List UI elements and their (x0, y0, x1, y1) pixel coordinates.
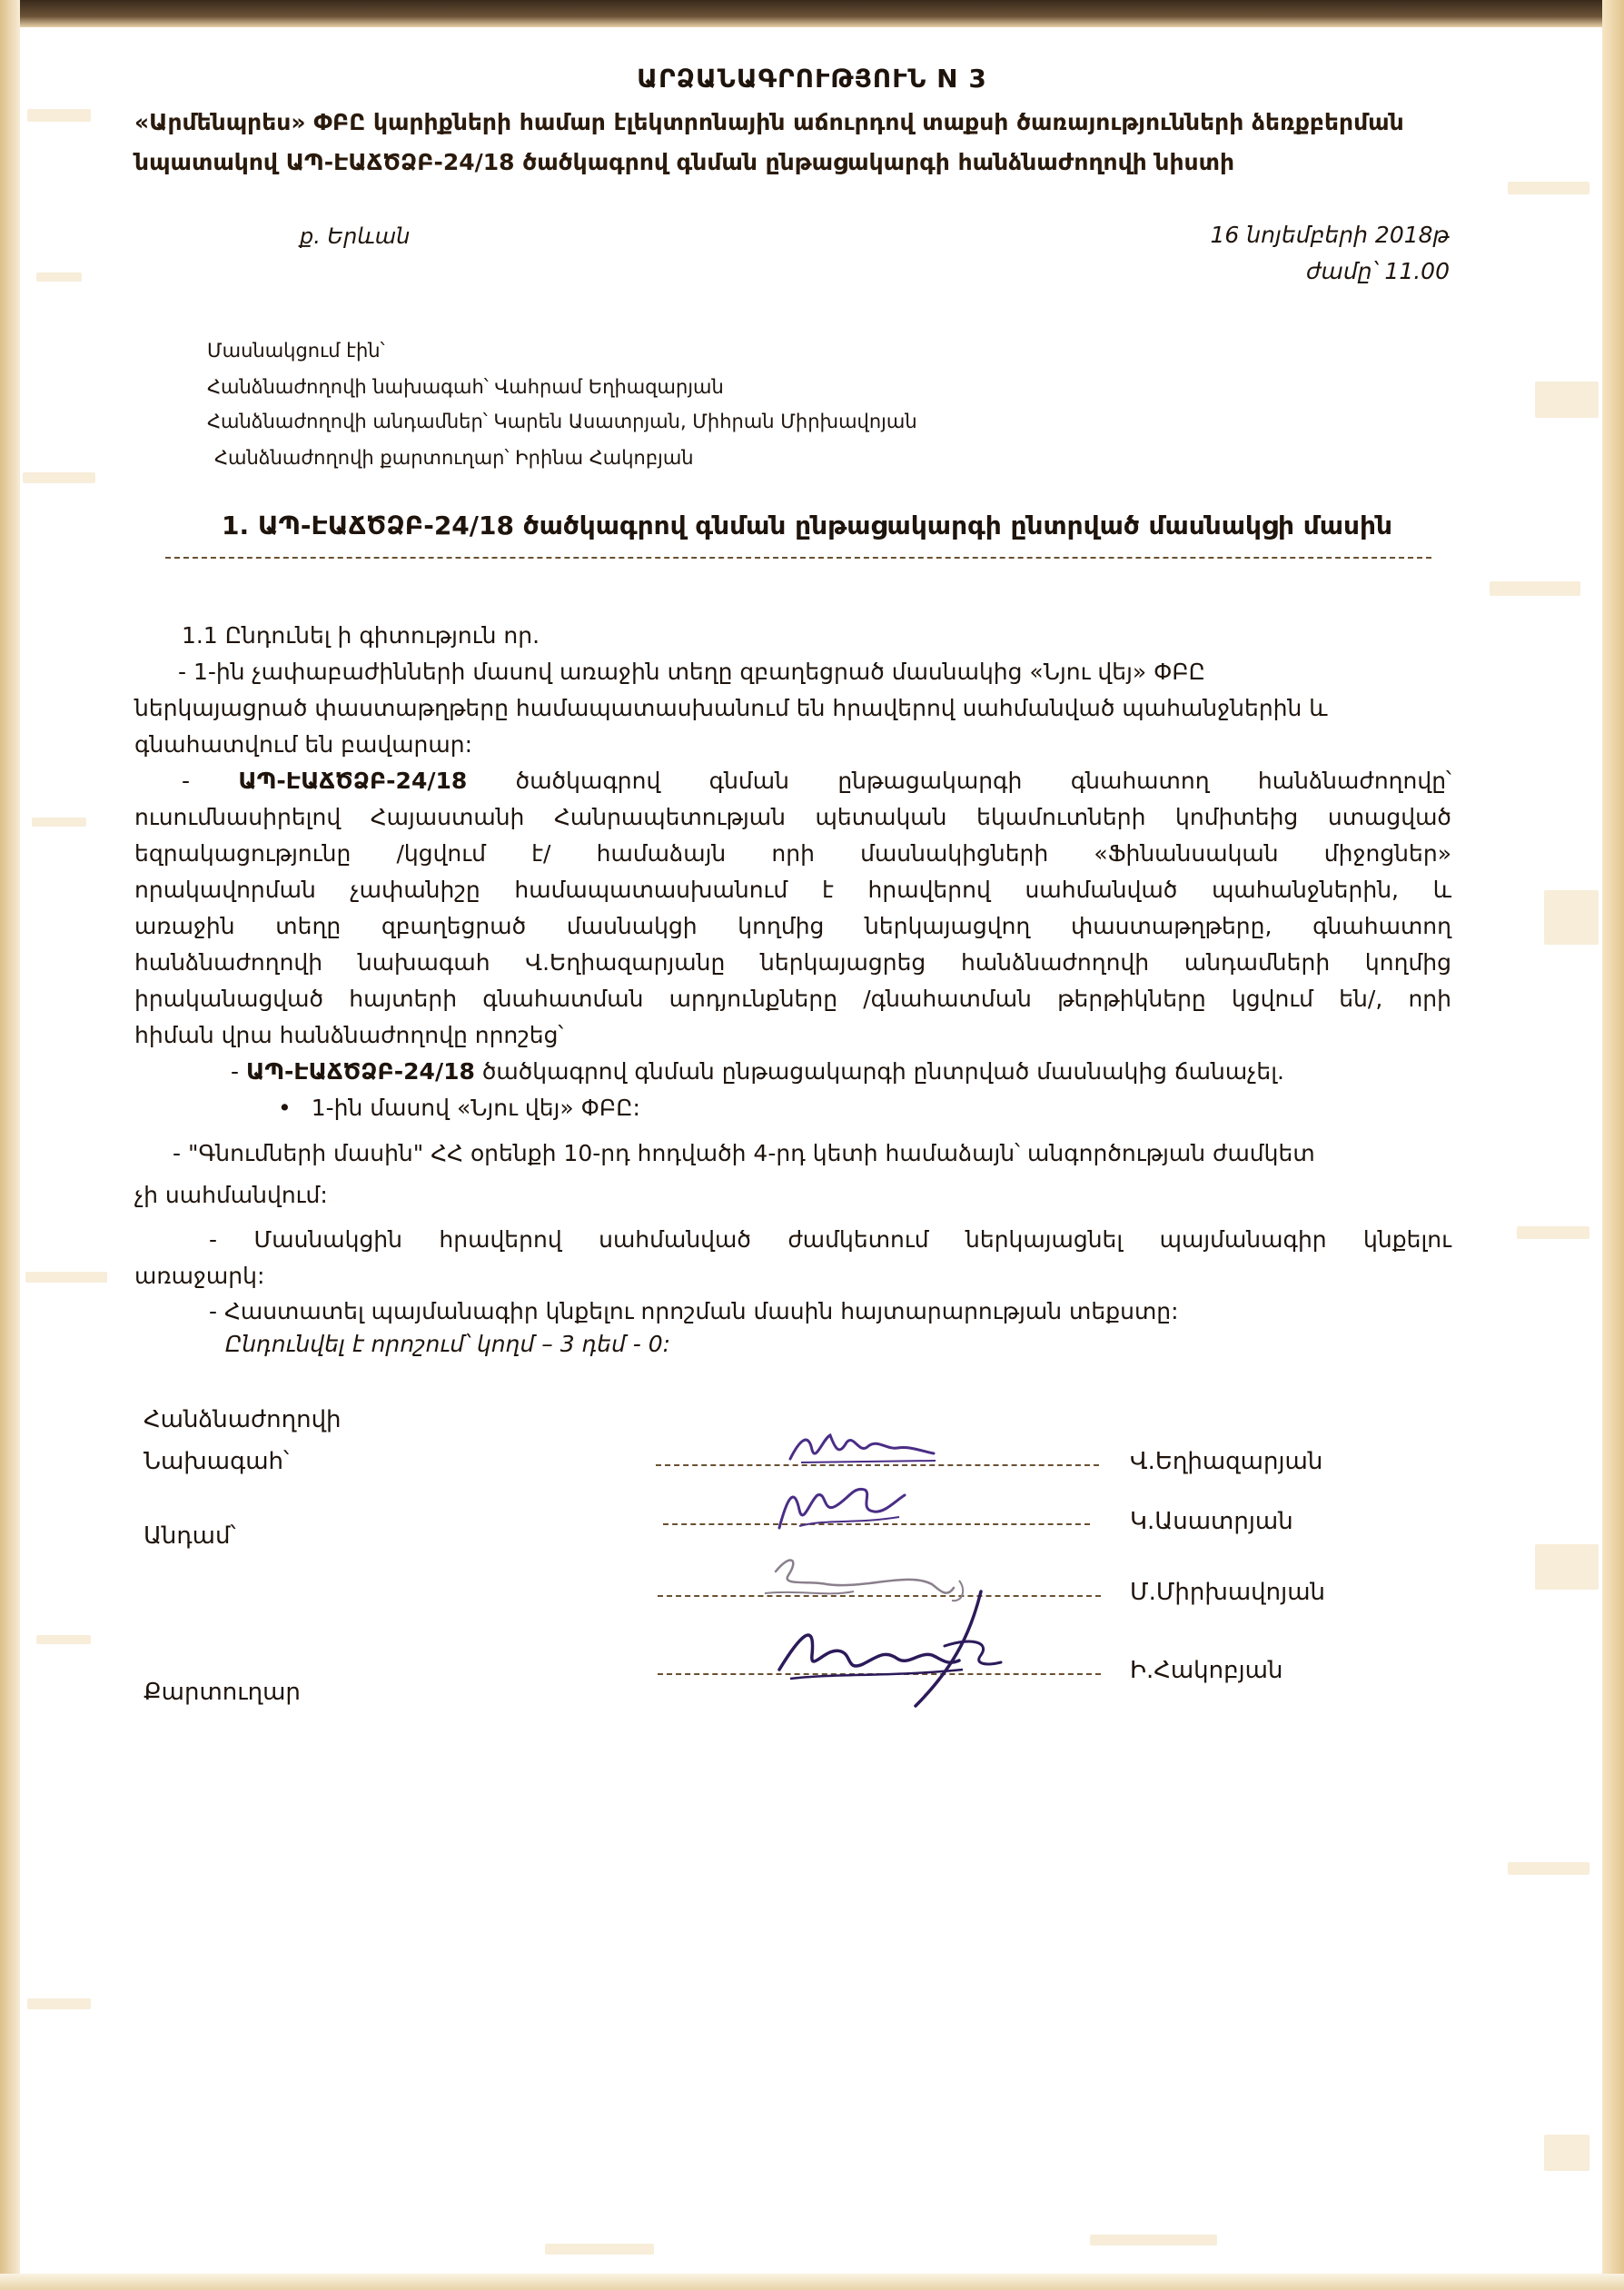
participant-members: Հանձնաժողովի անդամներ՝ Կարեն Ասատրյան, Միհրան Միրխավոյան (207, 411, 917, 432)
document-title: ԱՐՁԱՆԱԳՐՈՒԹՅՈՒՆ N 3 (637, 64, 987, 94)
paragraph-1-1: 1.1 Ընդունել ի գիտություն որ. (182, 622, 540, 649)
bullet-marker: • (278, 1095, 292, 1121)
meeting-time: ժամը՝ 11.00 (1306, 258, 1450, 284)
paragraph-3-line-7: իրականացված հայտերի գնահատման արդյունքները /գնահատման թերթիկները կցվում են/, որի (134, 986, 1451, 1012)
paragraph-7-line-2: առաջարկ: (134, 1263, 265, 1289)
paragraph-6-line-2: չի սահմանվում: (134, 1182, 328, 1208)
paragraph-3-line-4: որակավորման չափանիշը համապատասխանում է հրավերով սահմանված պահանջներին, և (134, 877, 1451, 903)
paragraph-8: - Հաստատել պայմանագիր կնքելու որոշման մասին հայտարարության տեքստը: (209, 1298, 1179, 1324)
signature-scribble-4 (763, 1582, 1026, 1710)
paragraph-2-line-3: գնահատվում են բավարար: (134, 731, 473, 758)
signature-label-member: Անդամ՝ (144, 1522, 236, 1550)
signature-scribble-2 (763, 1473, 926, 1542)
paper-right-edge (1602, 0, 1624, 2290)
paragraph-4 (231, 1054, 1284, 1090)
dash-marker: - (231, 1058, 240, 1085)
signature-label-secretary: Քարտուղար (144, 1679, 301, 1706)
decision-vote: Ընդունվել է որոշում՝ կողմ – 3 դեմ - 0: (225, 1331, 671, 1357)
paragraph-4-rest: ծածկագրով գնման ընթացակարգի ընտրված մասնակից ճանաչել. (481, 1058, 1284, 1085)
paragraph-5-text: 1-ին մասով «Նյու վեյ» ՓԲԸ: (311, 1095, 640, 1121)
paragraph-3-line-1-rest: ծածկագրով գնման ընթացակարգի գնահատող հանձնաժողովը՝ (515, 768, 1451, 794)
signature-scribble-1 (781, 1423, 945, 1473)
paragraph-3-line-3: եզրակացությունը /կցվում է/ համաձայն որի մասնակիցների «Ֆինանսական միջոցներ» (134, 840, 1451, 867)
procurement-code: ԱՊ-ԷԱՃԾՁԲ-24/18 (238, 768, 468, 794)
participant-chair: Հանձնաժողովի նախագահ՝ Վահրամ Եղիազարյան (207, 376, 724, 398)
signatory-name-1: Վ.Եղիազարյան (1130, 1448, 1323, 1475)
paragraph-5 (278, 1090, 640, 1126)
paragraph-3-line-6: հանձնաժողովի նախագահ Վ.Եղիազարյանը ներկայացրեց հանձնաժողովի անդամների կողմից (134, 949, 1451, 976)
paragraph-3-line-5: առաջին տեղը զբաղեցրած մասնակցի կողմից ներկայացվող փաստաթղթերը, գնահատող (134, 913, 1451, 939)
document-subtitle-line-1: «Արմենպրես» ՓԲԸ կարիքների համար էլեկտրոնային աճուրդով տաքսի ծառայությունների ձեռքբերման (134, 109, 1404, 135)
participant-secretary: Հանձնաժողովի քարտուղար՝ Իրինա Հակոբյան (214, 447, 694, 469)
procurement-code: ԱՊ-ԷԱՃԾՁԲ-24/18 (245, 1058, 475, 1085)
signatory-name-4: Ի.Հակոբյան (1130, 1657, 1283, 1684)
section-divider (165, 557, 1431, 559)
dash-marker: - (182, 768, 191, 794)
paragraph-6-line-1: - "Գնումների մասին" ՀՀ օրենքի 10-րդ հոդվածի 4-րդ կետի համաձայն՝ անգործության ժամկետ (173, 1140, 1315, 1166)
paragraph-2-line-1: - 1-ին չափաբաժինների մասով առաջին տեղը զբաղեցրած մասնակից «Նյու վեյ» ՓԲԸ (178, 659, 1205, 685)
paragraph-7-line-1: - Մասնակցին հրավերով սահմանված ժամկետում ներկայացնել պայմանագիր կնքելու (209, 1226, 1451, 1253)
paragraph-3-line-1 (182, 763, 1451, 799)
signatory-name-3: Մ.Միրխավոյան (1130, 1579, 1326, 1606)
paper-left-edge (0, 0, 20, 2290)
participants-intro: Մասնակցում էին՝ (207, 340, 385, 362)
meeting-date: 16 նոյեմբերի 2018թ (1210, 222, 1450, 248)
signature-label-chair-2: Նախագահ՝ (144, 1448, 290, 1475)
document-subtitle-line-2: նպատակով ԱՊ-ԷԱՃԾՁԲ-24/18 ծածկագրով գնման ընթացակարգի հանձնաժողովի նիստի (134, 149, 1235, 175)
paragraph-2-line-2: ներկայացրած փաստաթղթերը համապատասխանում են հրավերով սահմանված պահանջներին և (134, 695, 1328, 721)
paragraph-3-line-2: ուսումնասիրելով Հայաստանի Հանրապետության պետական եկամուտների կոմիտեից ստացված (134, 804, 1451, 830)
signatory-name-2: Կ.Ասատրյան (1130, 1508, 1293, 1535)
section-heading: 1. ԱՊ-ԷԱՃԾՁԲ-24/18 ծածկագրով գնման ընթացակարգի ընտրված մասնակցի մասին (222, 511, 1393, 540)
paper-top-edge (0, 0, 1624, 27)
signature-label-chair-1: Հանձնաժողովի (144, 1406, 342, 1433)
paragraph-3-line-8: հիման վրա հանձնաժողովը որոշեց՝ (134, 1022, 564, 1048)
meeting-city: ք. Երևան (300, 223, 411, 249)
paper-bottom-edge (0, 2274, 1624, 2290)
